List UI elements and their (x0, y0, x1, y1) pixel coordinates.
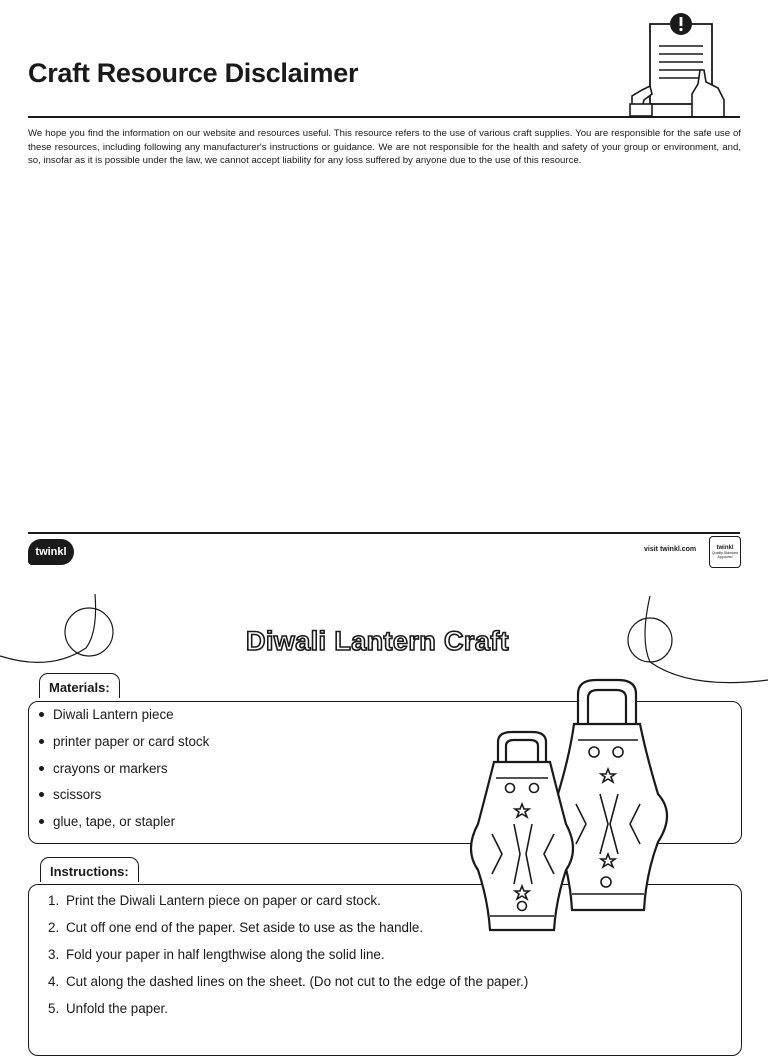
page-title: Craft Resource Disclaimer (28, 58, 359, 88)
list-item (48, 972, 528, 999)
quality-badge (709, 536, 741, 568)
instructions-label: Instructions: (40, 857, 139, 882)
list-item: scissors (38, 785, 209, 812)
step-text: Fold your paper in half lengthwise along the solid line. (66, 947, 385, 962)
list-item (48, 891, 528, 918)
disclaimer-text: We hope you find the information on our website and resources useful. This resource refers to the use of various craft supplies. You are responsible for the safe use of these resources, including following any manufacturer's instructions or guidance. We are not responsible for the health and safety of your group or environment, and, so, insofar as it is possible under the law, we cannot accept liability for any loss suffered by anyone due to the use of this resource. (28, 128, 741, 166)
step-text: Print the Diwali Lantern piece on paper or card stock. (66, 893, 381, 908)
step-number: 5. (48, 1001, 60, 1016)
craft-page (0, 580, 768, 1024)
list-item (48, 999, 528, 1026)
twinkl-logo[interactable]: twinkl (28, 539, 74, 565)
badge-text: Quality Standard Approved (711, 551, 739, 559)
step-number: 4. (48, 974, 60, 989)
lantern-illustration (458, 674, 686, 938)
materials-list (38, 705, 209, 839)
warning-document-icon (628, 10, 728, 118)
step-number: 2. (48, 920, 60, 935)
footer-divider (28, 532, 740, 534)
list-item: crayons or markers (38, 759, 209, 786)
step-text: Cut along the dashed lines on the sheet. (Do not cut to the edge of the paper.) (66, 974, 529, 989)
list-item: glue, tape, or stapler (38, 812, 209, 839)
list-item: printer paper or card stock (38, 732, 209, 759)
materials-label: Materials: (39, 673, 120, 698)
visit-link[interactable]: visit twinkl.com (644, 546, 697, 553)
list-item (48, 945, 528, 972)
list-item (48, 918, 528, 945)
step-number: 3. (48, 947, 60, 962)
step-number: 1. (48, 893, 60, 908)
list-item: Diwali Lantern piece (38, 705, 209, 732)
instructions-list (48, 891, 528, 1026)
title-divider (28, 116, 740, 118)
step-text: Unfold the paper. (66, 1001, 168, 1016)
step-text: Cut off one end of the paper. Set aside to use as the handle. (66, 920, 424, 935)
craft-title: Diwali Lantern Craft (246, 626, 510, 656)
badge-brand: twinkl (716, 545, 734, 551)
